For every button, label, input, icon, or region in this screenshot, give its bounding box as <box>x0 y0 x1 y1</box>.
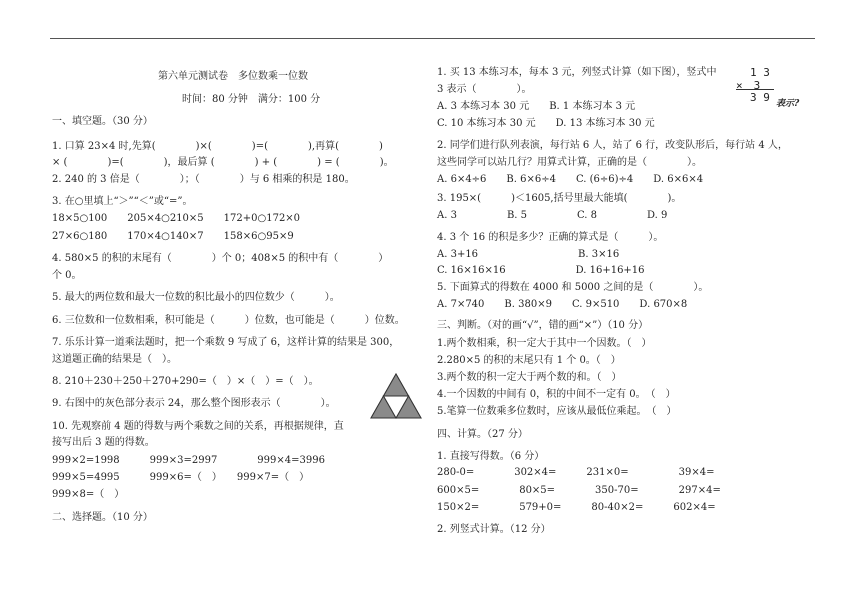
section-fill-in-heading: 一、填空题。（30 分） <box>52 116 153 127</box>
question-text: 接写出后 3 题的得数。 <box>52 437 155 448</box>
question-text: 5. 最大的两位数和最大一位数的积比最小的四位数少（ ）。 <box>52 292 340 303</box>
section-calc-heading: 四、计算。（27 分） <box>437 429 528 440</box>
product: 3 9 <box>750 91 770 104</box>
question-text: 6. 三位数和一位数相乘，积可能是（ ）位数，也可能是（ ）位数。 <box>52 315 405 326</box>
choice-row: A. 3 本练习本 30 元 B. 1 本练习本 3 元 <box>437 101 636 112</box>
calc-row: 150×2= 579+0= 80-40×2= 602×4= <box>437 502 716 513</box>
question-text: 10. 先观察前 4 题的得数与两个乘数之间的关系，再根据规律，直 <box>52 421 344 432</box>
choice-row: C. 10 本练习本 30 元 D. 13 本练习本 30 元 <box>437 118 655 129</box>
question-text: 4. 3 个 16 的积是多少？正确的算式是（ ）。 <box>437 232 664 243</box>
pattern-row: 999×8=（ ） <box>52 489 125 500</box>
choice-row: A. 7×740 B. 380×9 C. 9×510 D. 670×8 <box>437 299 688 310</box>
judge-item: 5.笔算一位数乘多位数时，应该从最低位乘起。 （ ） <box>437 406 677 417</box>
question-text: 5. 下面算式的得数在 4000 和 5000 之间的是（ ）。 <box>437 282 709 293</box>
question-text: 2. 列竖式计算。（12 分） <box>437 524 551 535</box>
question-text: 8. 210＋230＋250＋270+290=（ ）×（ ）=（ ）。 <box>52 376 319 387</box>
question-text: 4. 580×5 的积的末尾有（ ）个 0；408×5 的积中有（ ） <box>52 253 389 264</box>
question-text: 1. 买 13 本练习本，每本 3 元，列竖式计算（如下图），竖式中 <box>437 67 717 78</box>
vertical-multiplication <box>736 64 780 104</box>
calc-row: 280-0= 302×4= 231×0= 39×4= <box>437 467 715 478</box>
section-judge-heading: 三、判断。（对的画“√”，错的画“×”）（10 分） <box>437 320 649 331</box>
question-text: × ( )=( )，最后算 ( ) + ( ) = ( )。 <box>52 157 394 168</box>
judge-item: 2.280×5 的积的末尾只有 1 个 0。（ ） <box>437 355 621 366</box>
top-rule <box>50 38 815 39</box>
question-text: 3. 195×( )＜1605,括号里最大能填( )。 <box>437 193 682 204</box>
question-text: 这道题正确的结果是（ ）。 <box>52 354 177 365</box>
question-text: 个 0。 <box>52 270 82 281</box>
question-text: 2. 240 的 3 倍是（ ）；（ ）与 6 相乘的积是 180。 <box>52 174 355 185</box>
calc-row: 600×5= 80×5= 350-70= 297×4= <box>437 485 721 496</box>
exam-time-score: 时间：80 分钟 满分：100 分 <box>182 94 321 105</box>
question-text: 3. 在○里填上“＞”“＜”或“=”。 <box>52 196 193 207</box>
question-text: 1. 口算 23×4 时,先算( )×( )=( ),再算( ) <box>52 141 383 152</box>
pattern-row: 999×2=1998 999×3=2997 999×4=3996 <box>52 455 325 466</box>
question-text: 这些同学可以站几行？用算式计算，正确的是（ ）。 <box>437 157 702 168</box>
question-text: 3 表示（ ）。 <box>437 84 532 95</box>
question-text: 2. 同学们进行队列表演，每行站 6 人，站了 6 行，改变队形后，每行站 4 人， <box>437 140 788 151</box>
comparison-row: 27×6○180 170×4○140×7 158×6○95×9 <box>52 231 294 242</box>
judge-item: 4.一个因数的中间有 0，积的中间不一定有 0。 （ ） <box>437 389 676 400</box>
judge-item: 1.两个数相乘，积一定大于其中一个因数。（ ） <box>437 338 652 349</box>
comparison-row: 18×5○100 205×4○210×5 172+0○172×0 <box>52 213 301 224</box>
question-text: 1. 直接写得数。（6 分） <box>437 451 545 462</box>
choice-row: C. 16×16×16 D. 16+16+16 <box>437 265 645 276</box>
judge-item: 3.两个数的积一定大于两个数的和。（ ） <box>437 372 622 383</box>
question-text: 9. 右图中的灰色部分表示 24，那么整个图形表示（ ）。 <box>52 398 336 409</box>
choice-row: A. 3 B. 5 C. 8 D. 9 <box>437 210 668 221</box>
page-title: 第六单元测试卷 多位数乘一位数 <box>158 71 308 82</box>
multiplier: × 3 <box>736 79 761 92</box>
pattern-row: 999×5=4995 999×6=（ ） 999×7=（ ） <box>52 472 310 483</box>
question-text: 7. 乐乐计算一道乘法题时，把一个乘数 9 写成了 6，这样计算的结果是 300， <box>52 337 400 348</box>
multiplicand: 1 3 <box>750 66 770 79</box>
section-choice-heading: 二、选择题。（10 分） <box>52 512 153 523</box>
choice-row: A. 6×4÷6 B. 6×6÷4 C. (6÷6)÷4 D. 6×6×4 <box>437 174 704 185</box>
annotation-note: 表示? <box>776 99 800 109</box>
result-line <box>736 89 774 90</box>
choice-row: A. 3+16 B. 3×16 <box>437 249 620 260</box>
triangle-figure <box>370 373 422 419</box>
